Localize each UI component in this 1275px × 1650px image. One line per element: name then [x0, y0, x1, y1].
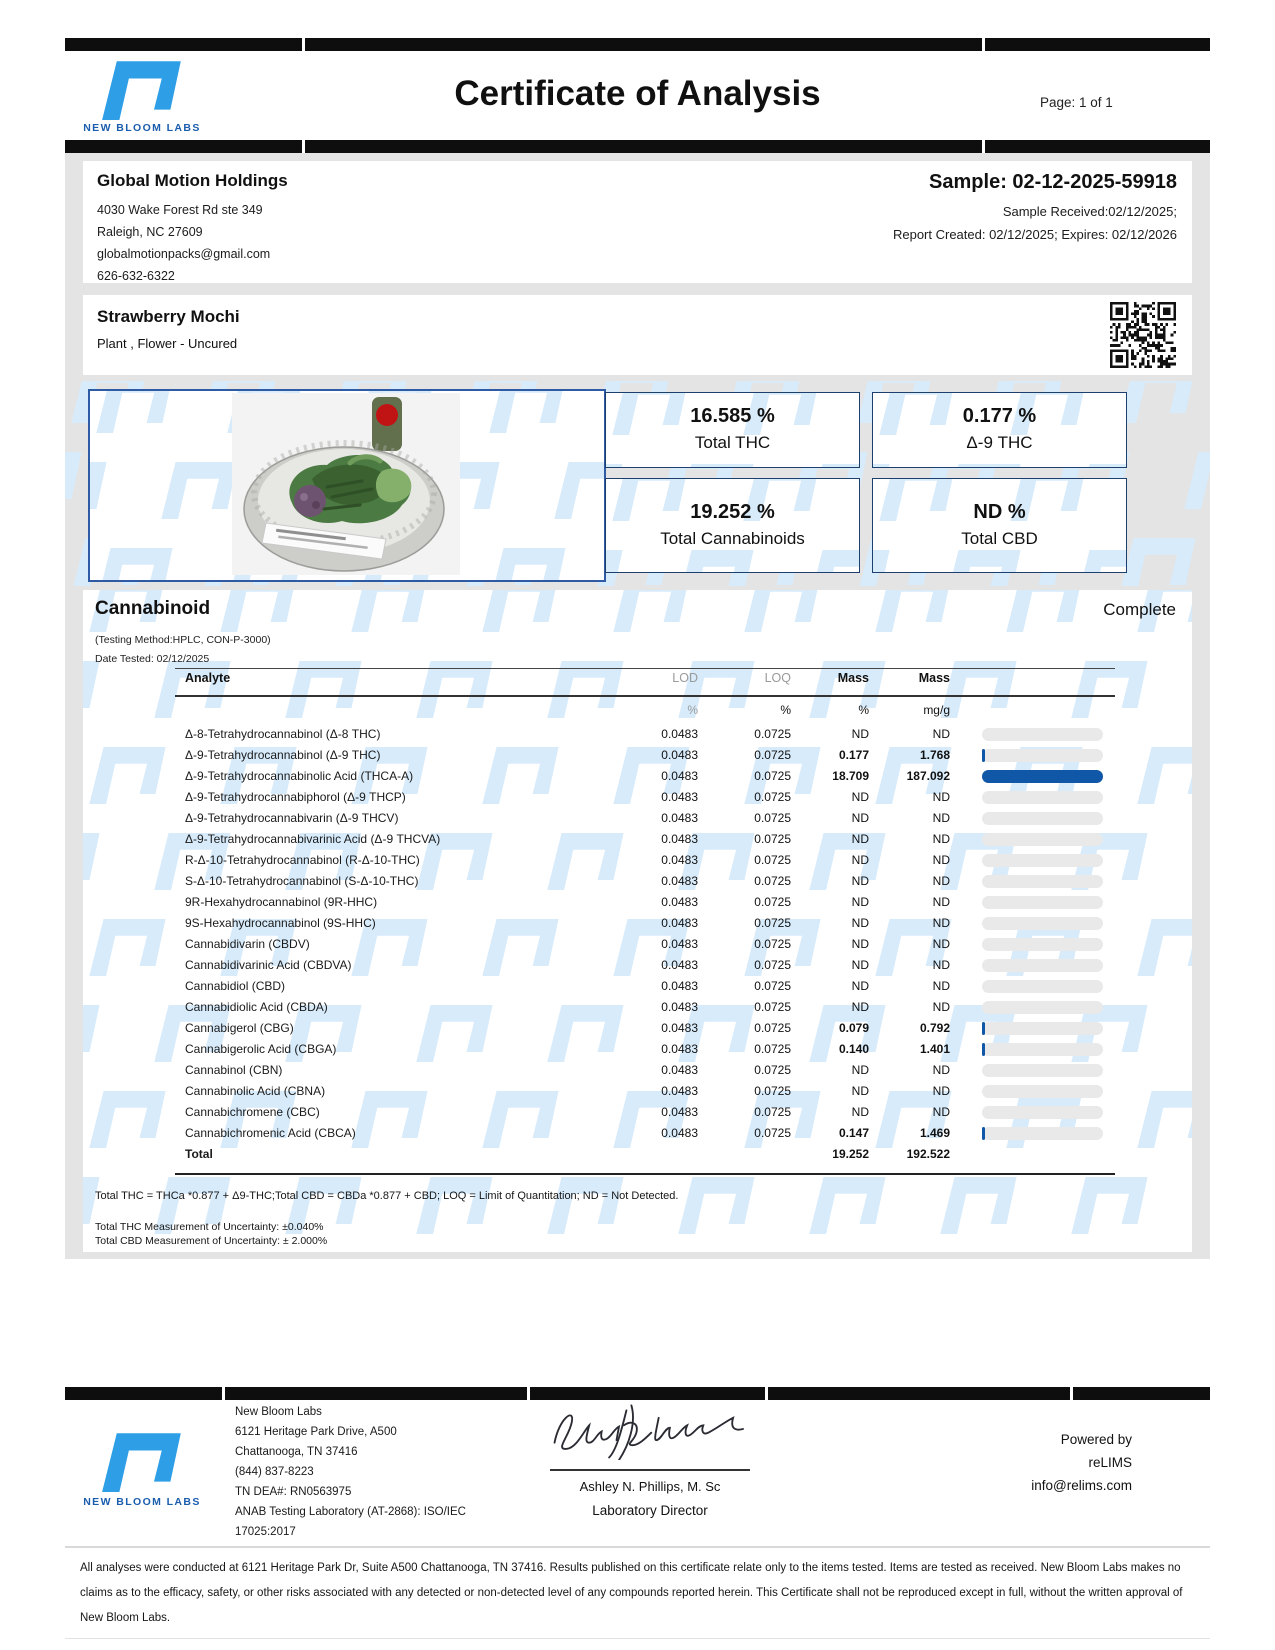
analyte-name: Δ-9-Tetrahydrocannabinolic Acid (THCA-A): [185, 769, 414, 783]
loq-value: 0.0725: [754, 748, 791, 762]
total-cbd-value: ND %: [973, 501, 1026, 523]
table-rows: [175, 724, 1115, 1144]
mass-mgg-value: ND: [932, 1105, 950, 1119]
table-row: [175, 787, 1115, 808]
lab-accreditation: ANAB Testing Laboratory (AT-2868): ISO/IEC: [235, 1506, 466, 1518]
mass-mgg-value: ND: [932, 1000, 950, 1014]
lod-value: 0.0483: [661, 769, 698, 783]
results-region: [65, 381, 1210, 586]
lab-info-block: [235, 1402, 515, 1542]
lod-value: 0.0483: [661, 937, 698, 951]
col-mass-pct: Mass: [837, 671, 869, 685]
lab-phone: (844) 837-8223: [235, 1466, 314, 1478]
mass-mgg-value: 1.768: [919, 748, 950, 762]
client-phone: 626-632-6322: [97, 269, 175, 283]
mass-mgg-value: ND: [932, 874, 950, 888]
analyte-name: Δ-9-Tetrahydrocannabinol (Δ-9 THC): [185, 748, 381, 762]
total-cannabinoids-value: 19.252 %: [690, 501, 775, 523]
summary-box-total-cannabinoids: [605, 478, 860, 573]
relims-name: reLIMS: [1088, 1455, 1132, 1470]
mass-mgg-value: ND: [932, 1084, 950, 1098]
d9-thc-value: 0.177 %: [962, 405, 1037, 427]
lod-value: 0.0483: [661, 916, 698, 930]
mass-pct-value: ND: [851, 832, 869, 846]
col-mass-mgg: Mass: [918, 671, 950, 685]
bottom-rule: [65, 1638, 1210, 1639]
lod-value: 0.0483: [661, 979, 698, 993]
table-row: [175, 829, 1115, 850]
date-tested: Date Tested: 02/12/2025: [95, 653, 210, 665]
analyte-name: 9R-Hexahydrocannabinol (9R-HHC): [185, 895, 378, 909]
mass-bar: [982, 833, 1103, 846]
mass-bar: [982, 854, 1103, 867]
table-row: [175, 808, 1115, 829]
total-mass-pct: 19.252: [832, 1147, 869, 1161]
lod-value: 0.0483: [661, 748, 698, 762]
lab-name: New Bloom Labs: [235, 1406, 322, 1418]
table-row: [175, 766, 1115, 787]
mass-bar: [982, 1043, 1103, 1056]
mass-pct-value: ND: [851, 790, 869, 804]
table-row: [175, 913, 1115, 934]
analyte-name: Cannabinolic Acid (CBNA): [185, 1084, 326, 1098]
analyte-name: Cannabigerolic Acid (CBGA): [185, 1042, 337, 1056]
mass-pct-value: 0.079: [838, 1021, 869, 1035]
summary-box-total-thc: [605, 392, 860, 468]
footer-brand-wordmark: NEW BLOOM LABS: [83, 1496, 201, 1508]
analyte-name: Cannabidiol (CBD): [185, 979, 286, 993]
product-photo: [232, 393, 460, 575]
mass-bar: [982, 1106, 1103, 1119]
disclaimer-text: All analyses were conducted at 6121 Heritage Park Dr, Suite A500 Chattanooga, TN 37416. Results published on this certificate relate only to the items tested. Items are tested as received. New Bloom Labs makes no claims as to the efficacy, safety, or other risks associated with any detected or non-detected level of any compounds reported herein. This Certificate shall not be reproduced except in full, without the written approval of New Bloom Labs.: [80, 1562, 1183, 1624]
table-row: [175, 1123, 1115, 1144]
report-created-expires: Report Created: 02/12/2025; Expires: 02/12/2026: [892, 227, 1177, 242]
total-cbd-label: Total CBD: [961, 529, 1038, 548]
total-cannabinoids-label: Total Cannabinoids: [660, 529, 805, 548]
lod-value: 0.0483: [661, 1105, 698, 1119]
signatory-title: Laboratory Director: [592, 1503, 708, 1518]
sample-id: Sample: 02-12-2025-59918: [929, 171, 1177, 193]
testing-method: (Testing Method:HPLC, CON-P-3000): [95, 634, 271, 646]
loq-value: 0.0725: [754, 769, 791, 783]
mass-bar: [982, 1127, 1103, 1140]
section-status: Complete: [1103, 600, 1176, 619]
header-divider-bar: [65, 140, 1210, 153]
lod-value: 0.0483: [661, 958, 698, 972]
table-units-row: [175, 700, 1115, 724]
lod-value: 0.0483: [661, 790, 698, 804]
mass-bar: [982, 1085, 1103, 1098]
lab-dea: TN DEA#: RN0563975: [235, 1486, 352, 1498]
analyte-name: Δ-9-Tetrahydrocannabiphorol (Δ-9 THCP): [185, 790, 406, 804]
analyte-name: Cannabidivarinic Acid (CBDVA): [185, 958, 352, 972]
client-email: globalmotionpacks@gmail.com: [97, 247, 271, 261]
page-title: Certificate of Analysis: [454, 74, 821, 113]
analyte-name: Cannabichromene (CBC): [185, 1105, 320, 1119]
analyte-name: Cannabidivarin (CBDV): [185, 937, 310, 951]
signature-block: [540, 1398, 760, 1518]
analyte-name: S-Δ-10-Tetrahydrocannabinol (S-Δ-10-THC): [185, 874, 419, 888]
lod-value: 0.0483: [661, 1000, 698, 1014]
mass-pct-value: ND: [851, 1063, 869, 1077]
mass-pct-value: ND: [851, 895, 869, 909]
powered-by-block: [930, 1428, 1132, 1497]
lod-value: 0.0483: [661, 874, 698, 888]
mass-pct-value: 0.147: [838, 1126, 869, 1140]
analyte-name: Cannabigerol (CBG): [185, 1021, 294, 1035]
mass-pct-value: ND: [851, 958, 869, 972]
total-mass-mgg: 192.522: [906, 1147, 950, 1161]
mass-pct-value: ND: [851, 853, 869, 867]
loq-value: 0.0725: [754, 1021, 791, 1035]
loq-value: 0.0725: [754, 874, 791, 888]
mass-pct-value: ND: [851, 979, 869, 993]
powered-by-line: Powered by: [1060, 1432, 1132, 1447]
lod-value: 0.0483: [661, 832, 698, 846]
table-row: [175, 745, 1115, 766]
lod-value: 0.0483: [661, 1021, 698, 1035]
col-loq: LOQ: [764, 671, 791, 685]
product-name: Strawberry Mochi: [97, 307, 240, 326]
table-row: [175, 955, 1115, 976]
mass-mgg-value: ND: [932, 832, 950, 846]
lod-value: 0.0483: [661, 1063, 698, 1077]
loq-value: 0.0725: [754, 958, 791, 972]
loq-value: 0.0725: [754, 1105, 791, 1119]
unit-mass-mgg: mg/g: [923, 703, 950, 717]
mass-bar: [982, 1064, 1103, 1077]
mass-bar: [982, 896, 1103, 909]
lod-value: 0.0483: [661, 1042, 698, 1056]
col-analyte: Analyte: [185, 671, 231, 685]
mass-mgg-value: 0.792: [919, 1021, 950, 1035]
mass-bar: [982, 875, 1103, 888]
table-row: [175, 997, 1115, 1018]
mass-mgg-value: 1.469: [919, 1126, 950, 1140]
table-row: [175, 976, 1115, 997]
loq-value: 0.0725: [754, 1063, 791, 1077]
loq-value: 0.0725: [754, 1126, 791, 1140]
qr-code: [1110, 302, 1176, 368]
mass-pct-value: 18.709: [832, 769, 869, 783]
mass-bar: [982, 917, 1103, 930]
table-row: [175, 892, 1115, 913]
loq-value: 0.0725: [754, 895, 791, 909]
table-row: [175, 1081, 1115, 1102]
unit-mass-pct: %: [858, 703, 869, 717]
mass-bar: [982, 959, 1103, 972]
total-thc-value: 16.585 %: [690, 405, 775, 427]
relims-email: info@relims.com: [1031, 1478, 1132, 1493]
page-number: Page: 1 of 1: [1040, 95, 1113, 110]
table-row: [175, 1039, 1115, 1060]
mass-bar: [982, 938, 1103, 951]
mass-mgg-value: ND: [932, 727, 950, 741]
table-header-row: [175, 668, 1115, 694]
mass-bar: [982, 791, 1103, 804]
summary-box-d9-thc: [872, 392, 1127, 468]
lab-accreditation2: 17025:2017: [235, 1526, 296, 1538]
client-name: Global Motion Holdings: [97, 171, 288, 190]
newbloomlabs-footer-logo-icon: [95, 1428, 187, 1492]
mass-mgg-value: ND: [932, 1063, 950, 1077]
product-panel: [83, 295, 1192, 375]
analyte-name: Cannabichromenic Acid (CBCA): [185, 1126, 356, 1140]
loq-value: 0.0725: [754, 727, 791, 741]
mass-mgg-value: ND: [932, 790, 950, 804]
client-panel: [83, 161, 1192, 283]
client-address1: 4030 Wake Forest Rd ste 349: [97, 203, 263, 217]
loq-value: 0.0725: [754, 937, 791, 951]
loq-value: 0.0725: [754, 811, 791, 825]
mass-mgg-value: ND: [932, 895, 950, 909]
mass-bar: [982, 770, 1103, 783]
d9-thc-label: Δ-9 THC: [966, 433, 1033, 452]
mass-bar: [982, 812, 1103, 825]
mass-mgg-value: 187.092: [906, 769, 950, 783]
mass-pct-value: 0.177: [838, 748, 869, 762]
mass-mgg-value: 1.401: [919, 1042, 950, 1056]
mass-bar: [982, 1022, 1103, 1035]
table-row: [175, 1060, 1115, 1081]
section-title: Cannabinoid: [95, 598, 211, 619]
table-row: [175, 1018, 1115, 1039]
mass-pct-value: ND: [851, 1000, 869, 1014]
client-address2: Raleigh, NC 27609: [97, 225, 203, 239]
unit-lod: %: [687, 703, 698, 717]
mass-pct-value: ND: [851, 1105, 869, 1119]
total-label: Total: [185, 1147, 213, 1161]
lod-value: 0.0483: [661, 727, 698, 741]
table-row: [175, 850, 1115, 871]
mass-pct-value: ND: [851, 727, 869, 741]
calculation-note: Total THC = THCa *0.877 + Δ9-THC;Total CBD = CBDa *0.877 + CBD; LOQ = Limit of Quantitation; ND = Not Detected.: [95, 1190, 679, 1202]
mass-mgg-value: ND: [932, 958, 950, 972]
loq-value: 0.0725: [754, 832, 791, 846]
lod-value: 0.0483: [661, 1084, 698, 1098]
brand-wordmark: NEW BLOOM LABS: [83, 122, 201, 134]
lod-value: 0.0483: [661, 811, 698, 825]
mass-mgg-value: ND: [932, 979, 950, 993]
top-bar: [65, 38, 1210, 51]
mass-bar: [982, 980, 1103, 993]
analyte-name: Δ-8-Tetrahydrocannabinol (Δ-8 THC): [185, 727, 381, 741]
content-area: [65, 153, 1210, 1259]
mass-pct-value: ND: [851, 811, 869, 825]
mass-bar: [982, 749, 1103, 762]
uncertainty-cbd: Total CBD Measurement of Uncertainty: ± 2.000%: [95, 1235, 328, 1247]
loq-value: 0.0725: [754, 1000, 791, 1014]
mass-mgg-value: ND: [932, 916, 950, 930]
loq-value: 0.0725: [754, 1042, 791, 1056]
loq-value: 0.0725: [754, 853, 791, 867]
signatory-name: Ashley N. Phillips, M. Sc: [579, 1479, 721, 1494]
mass-bar: [982, 728, 1103, 741]
mass-bar: [982, 1001, 1103, 1014]
col-lod: LOD: [672, 671, 698, 685]
loq-value: 0.0725: [754, 790, 791, 804]
analyte-name: 9S-Hexahydrocannabinol (9S-HHC): [185, 916, 376, 930]
product-type: Plant , Flower - Uncured: [97, 336, 238, 351]
table-row: [175, 934, 1115, 955]
loq-value: 0.0725: [754, 1084, 791, 1098]
cannabinoid-panel: [83, 590, 1192, 1252]
uncertainty-thc: Total THC Measurement of Uncertainty: ±0.040%: [95, 1221, 324, 1233]
footer-divider: [65, 1546, 1210, 1548]
table-total-row: [175, 1144, 1115, 1167]
sample-received: Sample Received:02/12/2025;: [1002, 204, 1177, 219]
mass-mgg-value: ND: [932, 937, 950, 951]
table-row: [175, 724, 1115, 745]
summary-box-total-cbd: [872, 478, 1127, 573]
lab-address1: 6121 Heritage Park Drive, A500: [235, 1426, 397, 1438]
analyte-name: Δ-9-Tetrahydrocannabivarinic Acid (Δ-9 THCVA): [185, 832, 441, 846]
analyte-name: R-Δ-10-Tetrahydrocannabinol (R-Δ-10-THC): [185, 853, 420, 867]
table-row: [175, 871, 1115, 892]
mass-pct-value: ND: [851, 874, 869, 888]
lod-value: 0.0483: [661, 853, 698, 867]
analyte-name: Cannabinol (CBN): [185, 1063, 283, 1077]
lab-address2: Chattanooga, TN 37416: [235, 1446, 358, 1458]
mass-pct-value: ND: [851, 1084, 869, 1098]
mass-mgg-value: ND: [932, 811, 950, 825]
photo-panel: [88, 389, 606, 582]
loq-value: 0.0725: [754, 979, 791, 993]
analyte-name: Δ-9-Tetrahydrocannabivarin (Δ-9 THCV): [185, 811, 399, 825]
mass-pct-value: ND: [851, 916, 869, 930]
mass-pct-value: ND: [851, 937, 869, 951]
table-row: [175, 1102, 1115, 1123]
mass-pct-value: 0.140: [838, 1042, 869, 1056]
analyte-name: Cannabidiolic Acid (CBDA): [185, 1000, 328, 1014]
loq-value: 0.0725: [754, 916, 791, 930]
total-thc-label: Total THC: [694, 433, 771, 452]
lod-value: 0.0483: [661, 895, 698, 909]
mass-mgg-value: ND: [932, 853, 950, 867]
unit-loq: %: [780, 703, 791, 717]
signature-script: [540, 1398, 760, 1460]
lod-value: 0.0483: [661, 1126, 698, 1140]
cannabinoid-table: [175, 668, 1115, 1181]
